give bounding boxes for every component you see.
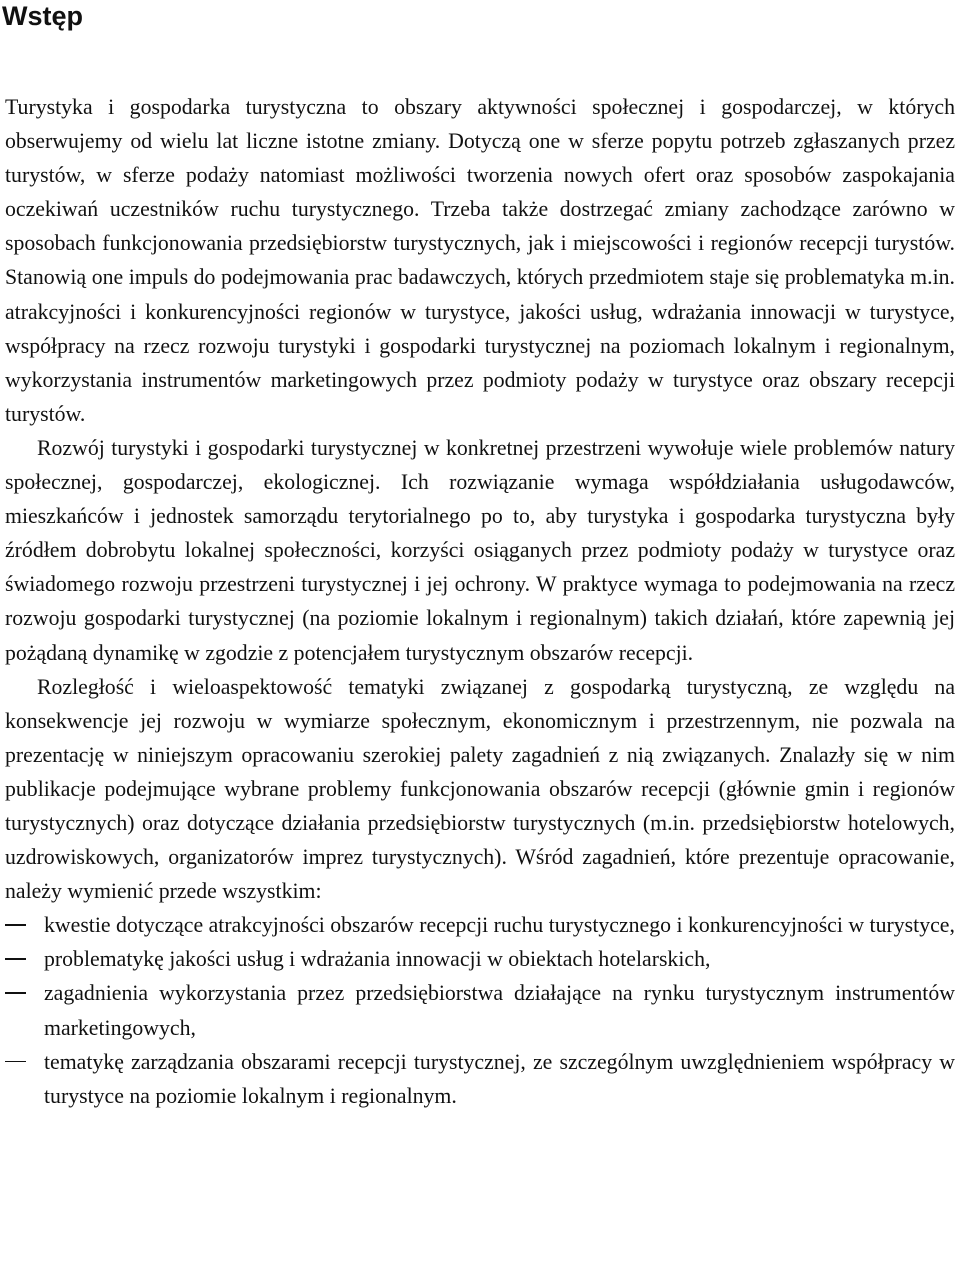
list-item-text: kwestie dotyczące atrakcyjności obszarów recepcji ruchu turystycznego i konkurencyjności w turystyce, (44, 913, 955, 938)
list-item (5, 1045, 955, 1113)
page-title: Wstęp (2, 1, 83, 31)
dash-bullet-icon (5, 924, 26, 926)
dash-bullet-icon (5, 1061, 26, 1063)
paragraph-1: Turystyka i gospodarka turystyczna to obszary aktywności społecznej i gospodarczej, w których obserwujemy od wielu lat liczne istotne zmiany. Dotyczą one w sferze popytu potrzeb zgłaszanych przez turystów, w sferze podaży natomiast możliwości tworzenia nowych ofert oraz sposobów zaspokajania oczekiwań uczestników ruchu turystycznego. Trzeba także dostrzegać zmiany zachodzące zarówno w sposobach funkcjonowania przedsiębiorstw turystycznych, jak i miejscowości i regionów recepcji turystów. Stanowią one impuls do podejmowania prac badawczych, których przedmiotem staje się problematyka m.in. atrakcyjności i konkurencyjności regionów w turystyce, jakości usług, wdrażania innowacji w turystyce, współpracy na rzecz rozwoju turystyki i gospodarki turystycznej na poziomach lokalnym i regionalnym, wykorzystania instrumentów marketingowych przez podmioty podaży w turystyce oraz obszary recepcji turystów. (5, 95, 955, 426)
list-item-text: zagadnienia wykorzystania przez przedsiębiorstwa działające na rynku turystycznym instrumentów marketingowych, (44, 981, 955, 1040)
paragraph-2: Rozwój turystyki i gospodarki turystycznej w konkretnej przestrzeni wywołuje wiele problemów natury społecznej, gospodarczej, ekologicznej. Ich rozwiązanie wymaga współdziałania usługodawców, mieszkańców i jednostek samorządu terytorialnego po to, aby turystyka i gospodarka turystyczna były źródłem dobrobytu lokalnej społeczności, korzyści osiąganych przez podmioty podaży w turystyce oraz świadomego rozwoju przestrzeni turystycznej i jej ochrony. W praktyce wymaga to podejmowania na rzecz rozwoju gospodarki turystycznej (na poziomie lokalnym i regionalnym) takich działań, które zapewnią jej pożądaną dynamikę w zgodzie z potencjałem turystycznym obszarów recepcji. (5, 435, 955, 665)
document-body (5, 90, 955, 1113)
list-item (5, 976, 955, 1044)
dash-bullet-icon (5, 958, 26, 960)
list-item-text: tematykę zarządzania obszarami recepcji turystycznej, ze szczególnym uwzględnieniem współpracy w turystyce na poziomie lokalnym i regionalnym. (44, 1049, 955, 1108)
dash-bullet-icon (5, 992, 26, 994)
topic-list (5, 908, 955, 1113)
list-item (5, 942, 955, 976)
paragraph-3: Rozległość i wieloaspektowość tematyki związanej z gospodarką turystyczną, ze względu na konsekwencje jej rozwoju w wymiarze społecznym, ekonomicznym i przestrzennym, nie pozwala na prezentację w niniejszym opracowaniu szerokiej palety zagadnień z nią związanych. Znalazły się w nim publikacje podejmujące wybrane problemy funkcjonowania obszarów recepcji (głównie gmin i regionów turystycznych) oraz dotyczące działania przedsiębiorstw turystycznych (m.in. przedsiębiorstw hotelowych, uzdrowiskowych, organizatorów imprez turystycznych). Wśród zagadnień, które prezentuje opracowanie, należy wymienić przede wszystkim: (5, 674, 955, 904)
list-item (5, 908, 955, 942)
list-item-text: problematykę jakości usług i wdrażania innowacji w obiektach hotelarskich, (44, 947, 711, 972)
